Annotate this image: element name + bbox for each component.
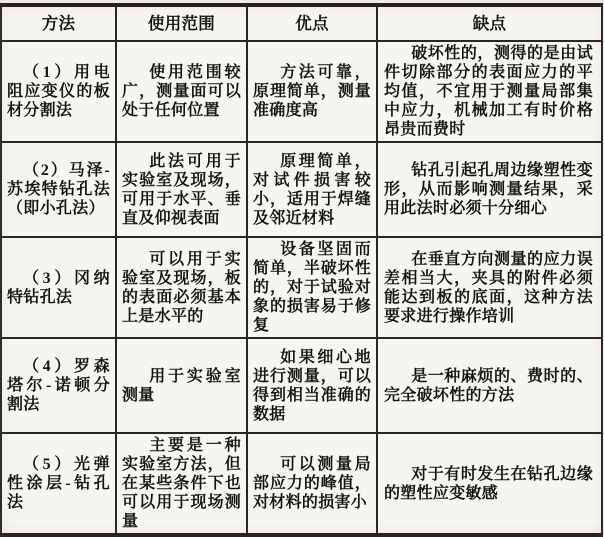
- table-row: [1, 142, 602, 237]
- scope-text: 此法可用于实验室及现场，可用于水平、垂直及仰视表面: [122, 152, 241, 227]
- header-scope: 使用范围: [116, 5, 247, 41]
- header-cons: 缺点: [377, 5, 602, 41]
- method-cell: [1, 142, 116, 237]
- scope-text: 主要是一种实验室方法，但在某些条件下也可以用于现场测量: [122, 437, 241, 530]
- method-cell: [1, 433, 116, 535]
- scope-cell: [116, 142, 247, 237]
- pros-text: 设备坚固而简单，半破坏性的，对于试验对象的损害易于修复: [253, 241, 371, 334]
- pros-text: 如果细心地进行测量，可以得到相当准确的数据: [253, 348, 371, 423]
- header-method: 方法: [1, 5, 116, 41]
- pros-cell: [247, 433, 377, 535]
- method-text: （5）光弹性涂层-钻孔法: [7, 456, 110, 511]
- method-text: （3）冈纳特钻孔法: [7, 269, 110, 306]
- cons-text: 破坏性的，测得的是由试件切除部分的表面应力的平均值，不宜用于测量局部集中应力，机械加工有时价格昂贵而费时: [384, 45, 593, 138]
- cons-cell: [377, 142, 602, 237]
- pros-text: 方法可靠，原理简单，测量准确度高: [253, 64, 371, 119]
- cons-cell: [377, 433, 602, 535]
- pros-cell: [247, 41, 377, 142]
- cons-text: 是一种麻烦的、费时的、完全破坏性的方法: [384, 367, 593, 404]
- pros-cell: [247, 338, 377, 433]
- scope-cell: [116, 41, 247, 142]
- method-cell: [1, 338, 116, 433]
- cons-text: 钻孔引起孔周边缘塑性变形，从而影响测量结果，采用此法时必须十分细心: [384, 162, 593, 217]
- cons-text: 在垂直方向测量的应力误差相当大，夹具的附件必须能达到板的底面，这种方法要求进行操作培训: [384, 250, 593, 325]
- cons-cell: [377, 237, 602, 338]
- pros-cell: [247, 237, 377, 338]
- scope-text: 使用范围较广，测量面可以处于任何位置: [122, 64, 241, 119]
- cons-cell: [377, 41, 602, 142]
- table-row: [1, 338, 602, 433]
- pros-cell: [247, 142, 377, 237]
- cons-text: 对于有时发生在钻孔边缘的塑性应变敏感: [384, 465, 593, 502]
- table-header-row: [1, 5, 602, 41]
- method-cell: [1, 237, 116, 338]
- pros-text: 原理简单，对试件损害较小，适用于焊缝及邻近材料: [253, 152, 371, 227]
- table-row: [1, 237, 602, 338]
- method-cell: [1, 41, 116, 142]
- table-row: [1, 433, 602, 535]
- method-text: （2）马泽-苏埃特钻孔法（即小孔法）: [7, 162, 110, 217]
- header-pros: 优点: [247, 5, 377, 41]
- cons-cell: [377, 338, 602, 433]
- method-text: （4）罗森塔尔-诺顿分割法: [7, 358, 110, 413]
- pros-text: 可以测量局部应力的峰值，对材料的损害小: [253, 456, 371, 511]
- method-text: （1）用电阻应变仪的板材分割法: [7, 64, 110, 119]
- scope-cell: [116, 338, 247, 433]
- methods-comparison-table: [0, 3, 603, 537]
- scope-cell: [116, 433, 247, 535]
- table-row: [1, 41, 602, 142]
- scope-text: 用于实验室测量: [122, 367, 241, 404]
- scope-text: 可以用于实验室及现场，板的表面必须基本上是水平的: [122, 250, 241, 325]
- scope-cell: [116, 237, 247, 338]
